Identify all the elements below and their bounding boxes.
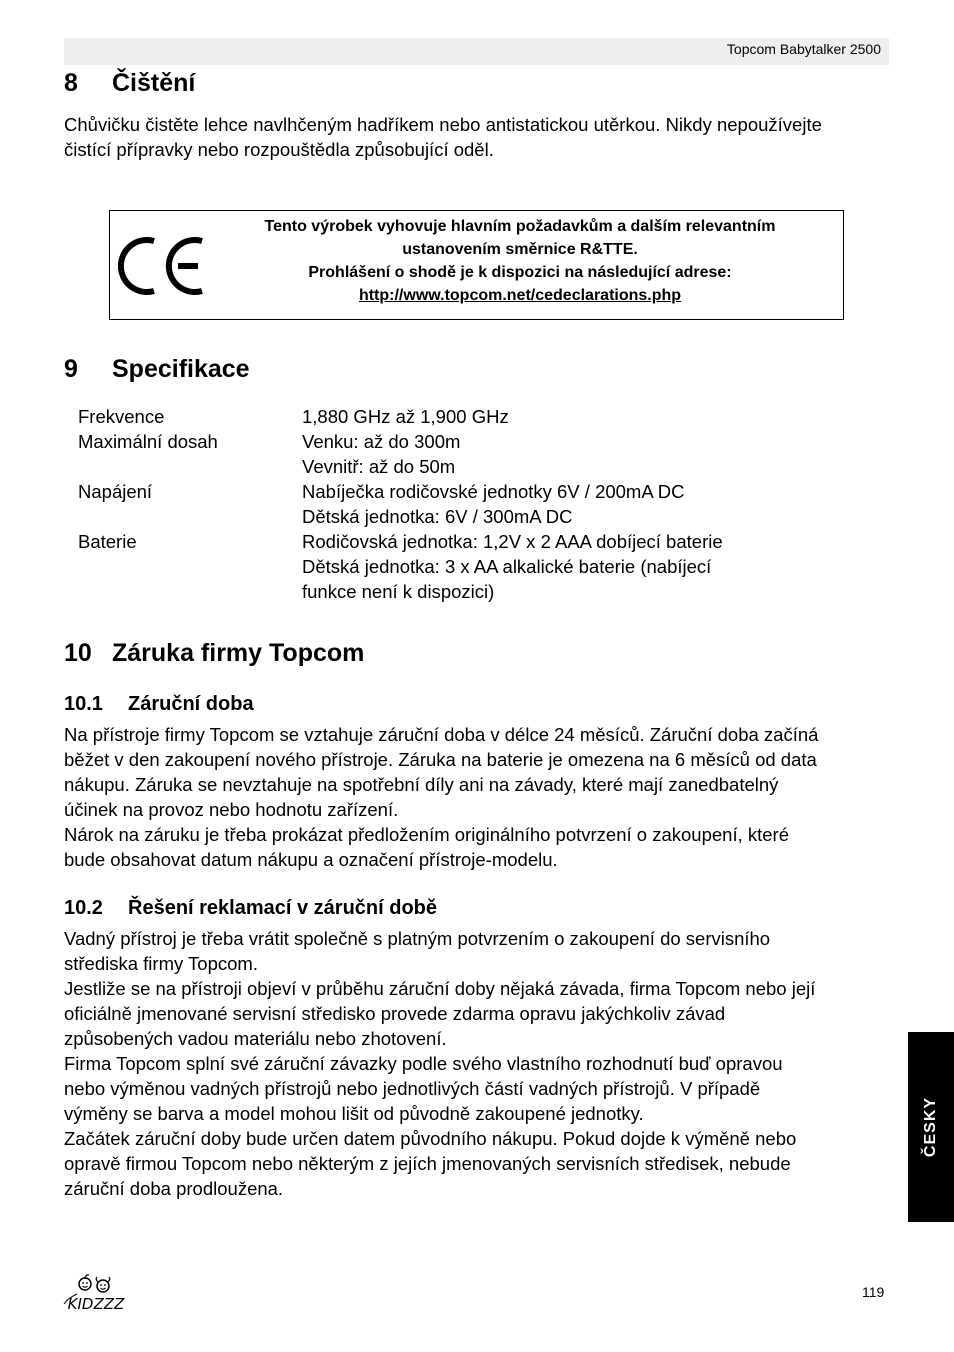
text-line: Na přístroje firmy Topcom se vztahuje záruční doba v délce 24 měsíců. Záruční doba začíná (64, 724, 819, 745)
text-line: střediska firmy Topcom. (64, 953, 258, 974)
text-line: Chůvičku čistěte lehce navlhčeným hadříkem nebo antistatickou utěrkou. Nikdy nepoužívejte (64, 114, 822, 135)
section-10-2-title: Řešení reklamací v záruční době (128, 897, 438, 919)
page-number: 119 (862, 1284, 885, 1300)
spec-row (78, 404, 723, 429)
spec-value: Rodičovská jednotka: 1,2V x 2 AAA dobíjecí baterie (302, 531, 723, 552)
spec-row (78, 579, 723, 604)
section-10-1-paragraph (64, 722, 894, 872)
spec-label (78, 454, 302, 479)
ce-compliance-box (109, 210, 844, 320)
spec-value: Dětská jednotka: 6V / 300mA DC (302, 506, 573, 527)
ce-line-2: ustanovením směrnice R&TTE. (402, 241, 638, 258)
text-line: záruční doba prodloužena. (64, 1178, 284, 1199)
spec-label (78, 579, 302, 604)
section-10-2-paragraph (64, 926, 894, 1201)
header-bar (64, 38, 889, 65)
spec-label (78, 554, 302, 579)
section-9-heading (64, 354, 250, 384)
text-line: nebo výměnou vadných přístrojů nebo jednotlivých částí vadných přístrojů. V případě (64, 1078, 761, 1099)
text-line: oficiálně jmenované servisní středisko provede zdarma opravu jakýchkoliv závad (64, 1003, 726, 1024)
section-10-2-heading (64, 896, 437, 920)
spec-value: Dětská jednotka: 3 x AA alkalické baterie (nabíjecí (302, 556, 712, 577)
section-10-title: Záruka firmy Topcom (112, 639, 365, 667)
ce-mark-icon (118, 235, 204, 297)
spec-row (78, 454, 723, 479)
text-line: Nárok na záruku je třeba prokázat předložením originálního potvrzení o zakoupení, které (64, 824, 789, 845)
spec-label: Frekvence (78, 406, 165, 427)
section-10-heading (64, 638, 364, 668)
logo-text: KIDZZZ (67, 1295, 125, 1313)
spec-label: Maximální dosah (78, 431, 218, 452)
text-line: čistící přípravky nebo rozpouštědla způsobující oděl. (64, 139, 494, 160)
spec-value: Venku: až do 300m (302, 431, 461, 452)
text-line: Začátek záruční doby bude určen datem původního nákupu. Pokud dojde k výměně nebo (64, 1128, 797, 1149)
spec-row (78, 429, 723, 454)
spec-value: funkce není k dispozici) (302, 581, 495, 602)
ce-notice-text (210, 215, 830, 307)
header-title: Topcom Babytalker 2500 (726, 41, 881, 57)
section-8-heading (64, 68, 195, 98)
text-line: opravě firmou Topcom nebo některým z jejích jmenovaných servisních středisek, nebude (64, 1153, 791, 1174)
spec-label: Baterie (78, 531, 137, 552)
section-9-number: 9 (64, 355, 78, 383)
spec-label: Napájení (78, 481, 153, 502)
spec-label (78, 504, 302, 529)
kidzzz-logo-icon (58, 1272, 134, 1314)
spec-row (78, 479, 723, 504)
language-label: ČESKY (922, 1096, 939, 1158)
spec-value: 1,880 GHz až 1,900 GHz (302, 406, 509, 427)
text-line: Firma Topcom splní své záruční závazky podle svého vlastního rozhodnutí buď opravou (64, 1053, 783, 1074)
section-8-number: 8 (64, 69, 78, 97)
text-line: Jestliže se na přístroji objeví v průběhu záruční doby nějaká závada, firma Topcom nebo její (64, 978, 816, 999)
spec-value: Vevnitř: až do 50m (302, 456, 456, 477)
text-line: způsobených vadou materiálu nebo zhotovení. (64, 1028, 447, 1049)
section-10-1-heading (64, 692, 254, 716)
section-9-title: Specifikace (112, 355, 250, 383)
ce-declaration-link[interactable]: http://www.topcom.net/cedeclarations.php (358, 287, 682, 304)
ce-line-3: Prohlášení o shodě je k dispozici na následující adrese: (308, 264, 732, 281)
spec-table (78, 404, 723, 604)
text-line: účinek na provoz nebo hodnotu zařízení. (64, 799, 399, 820)
text-line: Vadný přístroj je třeba vrátit společně s platným potvrzením o zakoupení do servisního (64, 928, 771, 949)
section-8-paragraph (64, 112, 894, 162)
spec-row (78, 554, 723, 579)
text-line: bude obsahovat datum nákupu a označení přístroje-modelu. (64, 849, 558, 870)
text-line: běžet v den zakoupení nového přístroje. Záruka na baterie je omezena na 6 měsíců od data (64, 749, 817, 770)
text-line: výměny se barva a model mohou lišit od původně zakoupené jednotky. (64, 1103, 644, 1124)
section-10-1-title: Záruční doba (128, 693, 254, 715)
section-8-title: Čištění (112, 69, 196, 97)
section-10-number: 10 (64, 639, 92, 667)
language-side-tab (908, 1032, 954, 1222)
section-10-1-number: 10.1 (64, 693, 103, 715)
section-10-2-number: 10.2 (64, 897, 103, 919)
spec-row (78, 529, 723, 554)
spec-row (78, 504, 723, 529)
text-line: nákupu. Záruka se nevztahuje na spotřební díly ani na závady, které mají zanedbatelný (64, 774, 779, 795)
ce-line-1: Tento výrobek vyhovuje hlavním požadavkům a dalším relevantním (264, 218, 776, 235)
spec-value: Nabíječka rodičovské jednotky 6V / 200mA DC (302, 481, 685, 502)
